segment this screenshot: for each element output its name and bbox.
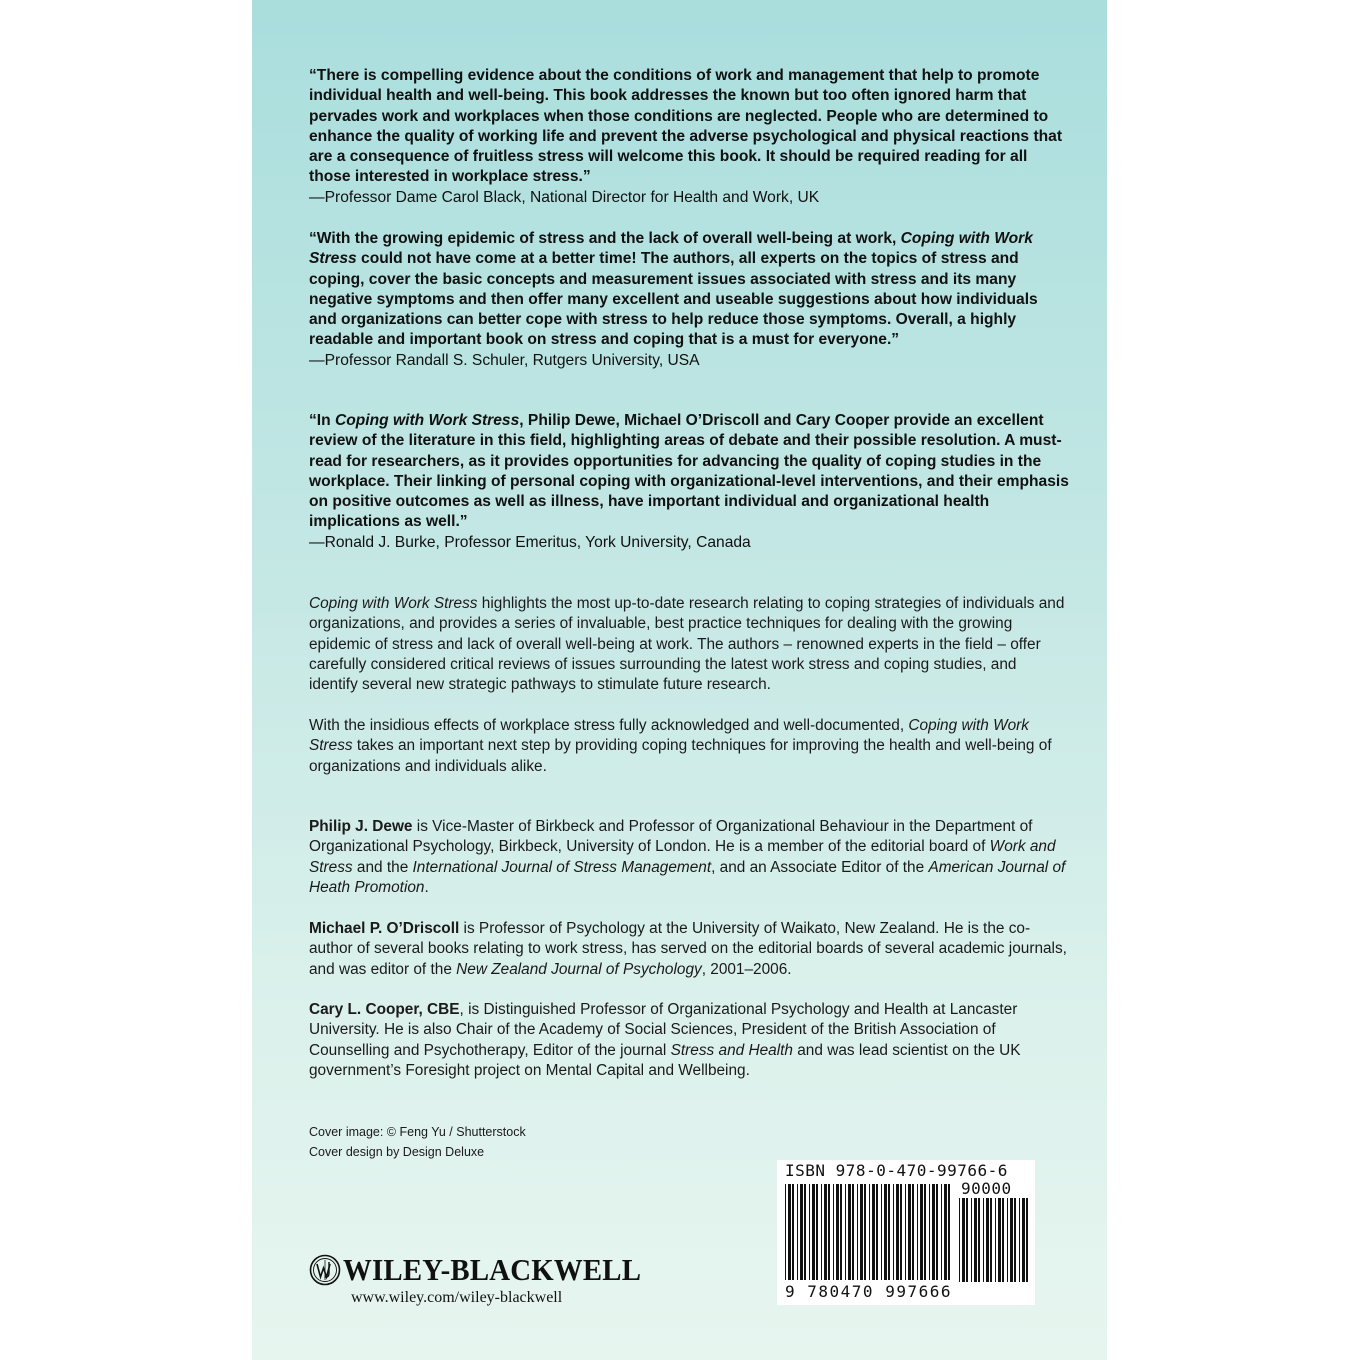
endorsement-quote-3 (309, 411, 1069, 553)
quote-text: could not have come at a better time! The authors, all experts on the topics of stress and coping, cover the basic concepts and measurement issues associated with stress and its many negative symptoms and then offer many excellent and useable suggestions about how individuals and organizations can better cope with stress to help reduce those symptoms. Overall, a highly readable and important book on stress and coping that is a must for everyone.” (309, 250, 1038, 349)
back-cover (252, 0, 1107, 1360)
author-bio-odriscoll (309, 919, 1069, 980)
journal-title: Stress and Health (670, 1041, 793, 1059)
quote-text: , Philip Dewe, Michael O’Driscoll and Cary Cooper provide an excellent review of the literature in this field, highlighting areas of debate and their possible resolution. A must-read for researchers, as it provides opportunities for advancing the quality of coping studies in the workplace. Their linking of personal coping with organizational-level interventions, and their emphasis on positive outcomes as well as illness, have important individual and organizational health implications as well.” (309, 412, 1069, 531)
price-addon-code: 90000 (961, 1179, 1012, 1198)
bio-text: is Vice-Master of Birkbeck and Professor of Organizational Behaviour in the Department of Organizational Psychology, Birkbeck, University of London. He is a member of the editorial board of (309, 818, 1033, 856)
publisher-logo (309, 1252, 669, 1322)
author-bio-dewe (309, 817, 1069, 898)
journal-title: International Journal of Stress Management (412, 858, 712, 876)
bio-text: . (424, 878, 429, 896)
bio-text: and the (352, 858, 413, 876)
ean13-barcode-bars (783, 1184, 953, 1296)
bio-text: , is Distinguished Professor of Organizational Psychology and Health at Lancaster University. He is also Chair of the Academy of Social Sciences, President of the British Association of Counselling and Psychotherapy, Editor of the journal (309, 1001, 1018, 1059)
description-paragraph-2 (309, 716, 1069, 777)
journal-title: American Journal of Heath Promotion (309, 858, 1066, 896)
quote-text: “There is compelling evidence about the conditions of work and management that help to promote individual health and well-being. This book addresses the known but too often ignored harm that pervades work and workplaces when those conditions are neglected. People who are determined to enhance the quality of working life and prevent the adverse psychological and physical reactions that are a consequence of fruitless stress will welcome this book. It should be required reading for all those interested in workplace stress.” (309, 67, 1063, 186)
book-title: Coping with Work Stress (309, 717, 1030, 755)
description-text: With the insidious effects of workplace stress fully acknowledged and well-documented, (309, 717, 909, 734)
quote-attribution: —Professor Randall S. Schuler, Rutgers University, USA (309, 351, 700, 369)
cover-design-credit: Cover design by Design Deluxe (309, 1145, 485, 1159)
publisher-name: WILEY-BLACKWELL (343, 1252, 642, 1287)
bio-text: is Professor of Psychology at the University of Waikato, New Zealand. He is the co-author of several books relating to work stress, has served on the editorial boards of several academic journals, and was editor of the (309, 920, 1067, 978)
quote-text: “In (309, 412, 335, 429)
author-bio-cooper (309, 1000, 1069, 1081)
cover-credits (309, 1122, 1069, 1162)
endorsement-quote-1 (309, 66, 1069, 208)
author-name: Michael P. O’Driscoll (309, 920, 460, 937)
barcode-digits: 9 780470 997666 (785, 1282, 952, 1301)
journal-title: New Zealand Journal of Psychology (456, 960, 702, 978)
publisher-url[interactable]: www.wiley.com/wiley-blackwell (351, 1289, 563, 1306)
bio-text: , and an Associate Editor of the (711, 858, 929, 876)
bio-text: and was lead scientist on the UK government’s Foresight project on Mental Capital and Wellbeing. (309, 1041, 1021, 1079)
addon-barcode-bars (957, 1198, 1031, 1294)
author-name: Philip J. Dewe (309, 818, 413, 835)
endorsement-quote-2 (309, 229, 1069, 371)
cover-image-credit: Cover image: © Feng Yu / Shutterstock (309, 1125, 526, 1139)
isbn-label: ISBN 978-0-470-99766-6 (785, 1161, 1008, 1180)
isbn-barcode (777, 1160, 1035, 1305)
description-text: takes an important next step by providing coping techniques for improving the health and well-being of organizations and individuals alike. (309, 737, 1052, 775)
author-name: Cary L. Cooper, CBE (309, 1001, 460, 1018)
journal-title: Work and Stress (309, 838, 1056, 876)
description-paragraph-1 (309, 594, 1069, 695)
book-title: Coping with Work Stress (335, 412, 520, 429)
quote-text: “With the growing epidemic of stress and the lack of overall well-being at work, (309, 230, 901, 247)
book-title: Coping with Work Stress (309, 230, 1033, 268)
quote-attribution: —Ronald J. Burke, Professor Emeritus, York University, Canada (309, 533, 751, 551)
book-title: Coping with Work Stress (309, 595, 478, 612)
bio-text: , 2001–2006. (701, 960, 792, 978)
wiley-jw-seal-icon (309, 1254, 341, 1286)
description-text: highlights the most up-to-date research relating to coping strategies of individuals and organizations, and provides a series of invaluable, best practice techniques for dealing with the growing epidemic of stress and lack of overall well-being at work. The authors – renowned experts in the field – offer carefully considered critical reviews of issues surrounding the latest work stress and coping studies, and identify several new strategic pathways to stimulate future research. (309, 595, 1065, 694)
quote-attribution: —Professor Dame Carol Black, National Director for Health and Work, UK (309, 188, 820, 206)
